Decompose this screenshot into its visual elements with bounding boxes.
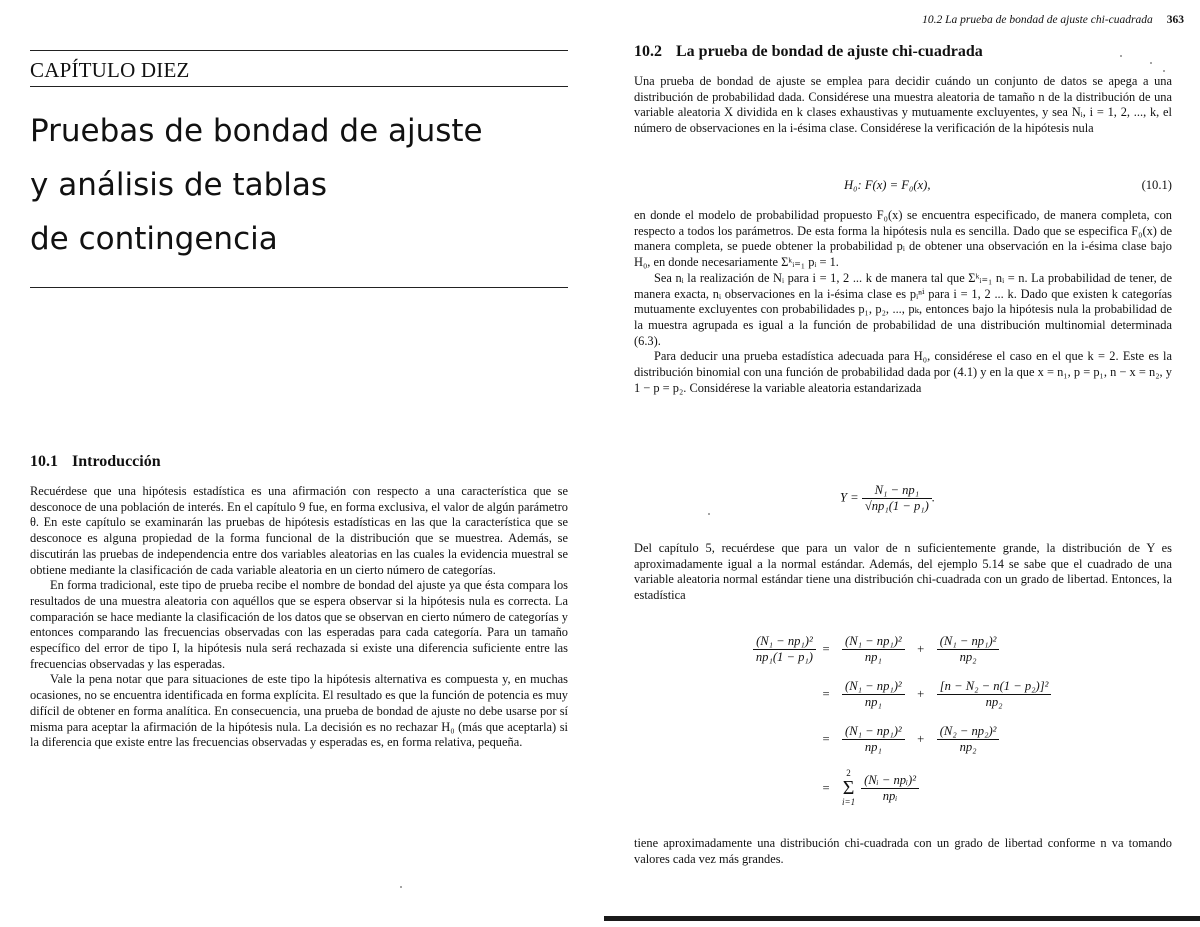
- denominator: np₁(1 − p₁): [755, 650, 813, 664]
- section-title: Introducción: [72, 453, 161, 470]
- paragraph-block: [634, 836, 1172, 867]
- fraction: [937, 724, 1000, 755]
- standardized-variable-equation: Y = $\frac{\text{N₁ − np₁}}{\text{√np₁(1 − p₁)}}$ .: [840, 483, 936, 513]
- equals-sign: =: [822, 687, 830, 701]
- paragraph-block: [634, 541, 1172, 604]
- derivation-row: [728, 762, 1108, 814]
- scan-speck: [1150, 62, 1152, 64]
- equals-sign: =: [822, 642, 830, 656]
- numerator: (N₁ − np₁)²: [842, 724, 905, 740]
- section-number: 10.2: [634, 43, 662, 60]
- numerator: (N₁ − np₁)²: [842, 634, 905, 650]
- page-bottom-bar: [604, 916, 1200, 921]
- running-head-title: 10.2 La prueba de bondad de ajuste chi-cuadrada: [922, 14, 1153, 26]
- chapter-title: [30, 104, 483, 266]
- fraction: [862, 483, 932, 514]
- chapter-label-rule: [30, 86, 568, 87]
- equals-sign: =: [822, 780, 830, 795]
- denominator: np₂: [959, 650, 977, 664]
- intro-body: [30, 484, 568, 751]
- page-number: 363: [1166, 14, 1184, 26]
- chapter-title-line: Pruebas de bondad de ajuste: [30, 113, 483, 149]
- top-rule-left: [30, 50, 568, 51]
- section-title: La prueba de bondad de ajuste chi-cuadrada: [676, 43, 983, 60]
- fraction: [937, 679, 1052, 710]
- numerator: (N₂ − np₂)²: [937, 724, 1000, 740]
- chapter-label: CAPÍTULO DIEZ: [30, 58, 190, 82]
- running-head: [620, 14, 1184, 26]
- paragraph: Del capítulo 5, recuérdese que para un valor de n suficientemente grande, la distribución de Y es aproximadamente igual a la normal estándar. Además, del ejemplo 5.14 se sabe que el cuadrado de una variable aleatoria normal estándar tiene una distribución chi-cuadrada con un grado de libertad. Entonces, la estadística: [634, 541, 1172, 603]
- numerator: (N₁ − np₁)²: [753, 634, 816, 650]
- paragraph-block: [634, 208, 1172, 396]
- scan-speck: [1120, 55, 1122, 57]
- equals-sign: =: [822, 732, 830, 746]
- derivation-lhs: [728, 634, 816, 665]
- fraction: [753, 634, 816, 665]
- paragraph: Sea nᵢ la realización de Nᵢ para i = 1, 2 ... k de manera tal que Σᵏᵢ₌₁ nᵢ = n. La probabilidad de tener, de manera exacta, nᵢ observaciones en la i-ésima clase es pᵢⁿⁱ para i = 1, 2 ... k. Dado que existen k categorías mutuamente excluyentes con probabilidades p₁, p₂, ..., pₖ, entonces bajo la hipótesis nula la probabilidad de la muestra agrupada es igual a la función de probabilidad de una distribución multinomial determinada (6.3).: [634, 270, 1172, 348]
- chapter-title-line: de contingencia: [30, 221, 278, 257]
- chapter-title-line: y análisis de tablas: [30, 167, 328, 203]
- plus-sign: +: [917, 687, 925, 701]
- scan-speck: [1163, 70, 1165, 72]
- denominator: √np₁(1 − p₁): [864, 499, 929, 513]
- plus-sign: +: [917, 732, 925, 746]
- fraction: [842, 634, 905, 665]
- plus-sign: +: [917, 642, 925, 656]
- derivation-row: [728, 717, 1108, 762]
- scan-speck: [708, 513, 710, 515]
- paragraph: Para deducir una prueba estadística adecuada para H₀, considérese el caso en el que k = 2. Este es la distribución binomial con una función de probabilidad dada por (4.1) y en la que x = n₁, p = p₁, n − x = n₂, y 1 − p = p₂. Considérese la variable aleatoria estandarizada: [634, 349, 1172, 395]
- paragraph: Recuérdese que una hipótesis estadística es una afirmación con respecto a una característica que se desconoce de una población de interés. En el capítulo 9 fue, en forma exclusiva, el valor de algún parámetro θ. En este capítulo se examinarán las pruebas de hipótesis estadísticas en las que la característica que se desconoce es alguna propiedad de la forma funcional de la distribución que se muestrea. Además, se discutirán las pruebas de independencia entre dos variables aleatorias en las cuales la evidencia muestral se obtiene mediante la clasificación de cada variable aleatoria en un cierto número de categorías.: [30, 484, 568, 577]
- paragraph: en donde el modelo de probabilidad propuesto F₀(x) se encuentra especificado, de manera completa, con respecto a todos los parámetros. De esta forma la hipótesis nula es sencilla. Dado que se especifica F₀(x) de manera completa, se puede obtener la probabilidad pᵢ de obtener una observación en la i-ésima clase bajo H₀, en donde necesariamente Σᵏᵢ₌₁ pᵢ = 1.: [634, 208, 1172, 270]
- denominator: np₁: [864, 650, 882, 664]
- paragraph: tiene aproximadamente una distribución chi-cuadrada con un grado de libertad conforme n va tomando valores cada vez más grandes.: [634, 836, 1172, 866]
- fraction: [861, 773, 919, 804]
- paragraph: Vale la pena notar que para situaciones de este tipo la hipótesis alternativa es compuesta y, en muchas ocasiones, no se encuentra identificada en forma explícita. El resultado es que la función de potencia es muy difícil de obtener en forma analítica. En consecuencia, una prueba de bondad de ajuste no debe usarse por sí misma para aceptar la afirmación de la hipótesis nula. La decisión es no rechazar H₀ (más que aceptarla) si la diferencia que existe entre las frecuencias observadas y esperadas es, en forma relativa, pequeña.: [30, 672, 568, 750]
- summation: [842, 769, 855, 807]
- equation-body: H₀: F(x) = F₀(x),: [844, 178, 931, 192]
- fraction: [842, 679, 905, 710]
- numerator: (Nᵢ − npᵢ)²: [861, 773, 919, 789]
- denominator: npᵢ: [882, 788, 898, 803]
- summation-lower-limit: i=1: [842, 797, 856, 807]
- derivation-row: [728, 627, 1108, 672]
- equation-lhs: Y =: [840, 490, 859, 505]
- derivation-row: [728, 672, 1108, 717]
- numerator: (N₁ − np₁)²: [842, 679, 905, 695]
- fraction: [937, 634, 1000, 665]
- section-number: 10.1: [30, 453, 58, 470]
- section-heading: [634, 43, 983, 61]
- numerator: (N₁ − np₁)²: [937, 634, 1000, 650]
- denominator: np₁: [864, 740, 882, 754]
- chapter-title-rule: [30, 287, 568, 288]
- paragraph: En forma tradicional, este tipo de prueba recibe el nombre de bondad del ajuste ya que ésta compara los resultados de una muestra aleatoria con aquéllos que se espera observar si la hipótesis nula es correcta. La comparación se hace mediante la clasificación de los datos que se observan en cierto número de categorías y entonces comparando las frecuencias observadas con las esperadas para cada categoría. Para un tamaño específico del error de tipo I, la hipótesis nula será rechazada si existe una diferencia suficiente entre las frecuencias observadas y las esperadas.: [30, 578, 568, 671]
- paragraph-block: [634, 74, 1172, 137]
- scan-speck: [400, 886, 402, 888]
- summation-upper-limit: 2: [846, 768, 851, 778]
- numerator: [n − N₂ − n(1 − p₂)]²: [937, 679, 1052, 695]
- fraction: [842, 724, 905, 755]
- paragraph: Una prueba de bondad de ajuste se emplea para decidir cuándo un conjunto de datos se apega a una distribución de probabilidad dada. Considérese una muestra aleatoria de tamaño n de la distribución de una variable aleatoria X dividida en k clases exhaustivas y mutuamente excluyentes, y sea Nᵢ, i = 1, 2, ..., k, el número de observaciones en la i-ésima clase. Considérese la verificación de la hipótesis nula: [634, 74, 1172, 136]
- denominator: np₂: [985, 695, 1003, 709]
- equation-number: (10.1): [1141, 178, 1172, 192]
- denominator: np₁: [864, 695, 882, 709]
- numerator: N₁ − np₁: [862, 483, 932, 499]
- chi-square-derivation: [728, 627, 1108, 814]
- section-heading: [30, 453, 161, 471]
- summation-sign: Σ: [842, 777, 855, 799]
- denominator: np₂: [959, 740, 977, 754]
